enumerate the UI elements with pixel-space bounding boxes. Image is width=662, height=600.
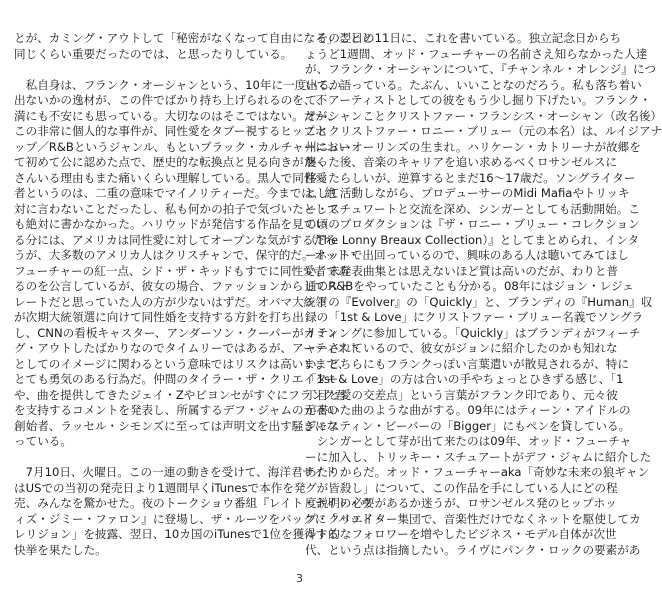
text-line: オーシャンことクリストファー・フランシス・オーシャン（改名後） [305,108,662,123]
left-column [14,31,385,558]
text-line: い。どちらにもフランクっぽい言葉遣いが散見されるが、特に [305,356,629,371]
text-line: て、アーティストとしての彼をもう少し掘り下げたい。フランク・ [305,93,652,107]
text-line: 襲った後、音楽のキャリアを追い求めるべくロサンゼルスに [305,155,618,169]
text-line: の頃のプロダクションは『ザ・ロニー・ブリュー・コレクション [305,217,640,231]
text-line: 7月10日、火曜日。この一連の動きを受けて、海洋君サイド [14,465,337,479]
text-line: この非常に個人的な事件が、同性愛をタブー視するヒップホ [14,124,327,138]
text-line: ジャスティン・ビーバーの「Bigger」にもペンを貸している。 [305,418,631,433]
text-line: 出ないかの逸材が、この件でばかり持ち上げられるのを、不 [14,93,328,107]
text-line: 対に言わないことだったし、私も何かの拍子で気づいたとして [14,201,339,216]
text-line: シンガーとして芽が出て来たのは09年、オッド・フューチャ [305,434,632,448]
text-line: フューチャーの紅一点、シド・ザ・キッドもすでに同性愛者であ [14,263,350,278]
text-line: が書いた曲のような曲がする。09年にはティーン・アイドルの [305,403,631,417]
paragraph [14,77,361,450]
text-line: や、曲を提供してきたジェイ・Zやビヨンセがすぐにフランク君 [14,387,346,402]
paragraph [14,31,374,62]
text-line: とても勇気のある行為だ。仲間のタイラー・ザ・クリエイター [14,372,339,386]
text-line: あたりからだ。オッド・フューチャーaka「奇妙な未来の狼ギャン [305,465,650,479]
text-line: とが、カミング・アウトして「秘密がなくなって自由になる」ことと [14,31,374,45]
right-column [305,31,662,558]
text-line: ンドの『Evolver』の「Quickly」と、ブランディの『Human』収 [305,294,653,309]
text-line: イティングに参加している。「Quickly」はブランディがフィーチ [305,325,641,340]
text-line: プ・クリエイター集団で、音楽性だけでなくネットを駆使してカ [305,511,641,526]
text-line: として活動しながら、プロデューサーのMidi Mafiaやトリッキ [305,186,630,200]
text-line: （The Lonny Breaux Collection）』としてまとめられ、インタ [305,232,640,247]
text-line: て初めて公に認めた点で、歴史的な転換点と見る向きがたく [14,155,327,169]
text-line: 通のR&Bをやっていたことも分かる。08年にはジョン・レジェ [305,279,634,293]
text-line: としてのイメージに関わるという意味ではリスクは高いままで、 [14,356,350,371]
text-line: 移ったらしいが、逆算するとまだ16〜17歳だ。ソングライター [305,170,636,185]
paragraph [305,434,652,558]
text-line: レートだと思っていた人の方が少ないはずだ。オバマ大統領 [14,294,327,309]
text-line: 録の「1st & Love」にクリストファー・ブリュー名義でソングラ [305,310,644,324]
text-line: いて、語っている。たぶん、いいことなのだろう。私も落ち着い [305,77,642,92]
text-line: 州ニューオーリンズの生まれ。ハリケーン・カトリーナが故郷を [305,139,641,154]
text-line: が、フランク・オーシャンについて、『チャンネル・オレンジ』につ [305,62,656,76]
paragraph-gap [14,62,296,78]
paragraph-gap [14,450,296,466]
text-line: 者というのは、二重の意味でマイノリティーだ。今までは、絶 [14,186,337,200]
text-line: ーネットで出回っているので、興味のある人は聴いてみてほし [305,248,629,262]
text-line: ィズ・ジミー・ファロン』に登場し、ザ・ルーツをバックに「バッド・ [14,511,385,526]
text-line: ャーされているので、彼女がジョンに紹介したのかも知れな [305,341,618,355]
text-line: 売、みんなを驚かせた。夜のトークショウ番組『レイト・ナイト・ウ [14,496,372,510]
text-line: レリジョン」を披露、翌日、10カ国のiTunesで1位を獲得する [14,527,339,541]
text-line: さんいる理由もまた痛いくらい理解している。黒人で同性愛 [14,170,328,185]
text-line: ことクリストファー・ロニー・ブリュー（元の本名）は、ルイジアナ [305,124,662,138]
text-line: 快挙を果たした。 [14,542,107,557]
text-line: し、CNNの看板キャスター、アンダーソン・クーパーがカミン [14,325,339,340]
text-line: 同じくらい重要だったのでは、と思ったりしている。 [14,46,293,61]
text-line: 代、という点は指摘したい。ライヴにパンク・ロックの要素があ [305,542,641,557]
text-line: も絶対に書かなかった。ハリウッドが発信する作品を見てい [14,217,327,231]
text-line: グが皆殺し」について、この作品を手にしている人にどの程 [305,480,618,495]
paragraph [305,31,662,434]
text-line: るのを公言しているが、彼女の場合、ファッションからしてスト [14,279,350,293]
text-line: が次期大統領選に向けて同性婚を支持する方針を打ち出 [14,310,304,324]
text-line: 丁目と愛の交差点」という言葉がフランク印であり、元々彼 [305,387,618,402]
text-line: ルト的なフォロワーを増やしたビジネス・モデル自体が次世 [305,527,617,541]
text-line: うが、大多数のアメリカ人はクリスチャンで、保守的だ。オッド・ [14,248,360,262]
text-line: ーに加入し、トリッキー・スチュアートがデフ・ジャムに紹介した [305,449,652,464]
text-line: る分には、アメリカは同性愛に対してオープンな気がするだろ [14,232,337,247]
text-line: 度説明の必要があるか迷うが、ロサンゼルス発のヒップホッ [305,496,617,510]
text-line: ょうど1週間、オッド・フューチャーの名前さえ知らなかった人達 [305,46,648,61]
text-line: ー・スチュワートと交流を深め、シンガーとしても活動開始。こ [305,201,640,216]
text-line: グ・アウトしたばかりなのでタイムリーではあるが、アーティスト [14,341,361,355]
text-line: い。未発表曲集とは思えないほど質は高いのだが、わりと普 [305,263,619,278]
text-line: 「1st & Love」の方は合いの手やちょっとひきずる感じ、「1 [305,372,624,386]
text-line: ップ／R&Bというジャンル、もといブラック・カルチャーにおい [14,139,351,154]
text-line: 創始者、ラッセル・シモンズに至っては声明文を出す騒ぎにな [14,418,339,433]
text-line: 私自身は、フランク・オーシャンという、10年に一度出るか [14,77,342,92]
text-line: 満にも不安にも思っている。大切なのはそこではない。だが、 [14,108,339,123]
text-line: を支持するコメントを発表し、所属するデフ・ジャムの元々の [14,403,339,417]
text-line: っている。 [14,434,72,448]
paragraph [14,465,385,558]
page-number: 3 [296,572,303,585]
text-line: その翌日の11日に、これを書いている。独立記念日からち [305,31,622,45]
text-line: はUSでの当初の発売日より1週間早くiTunesで本作を発 [14,480,306,495]
